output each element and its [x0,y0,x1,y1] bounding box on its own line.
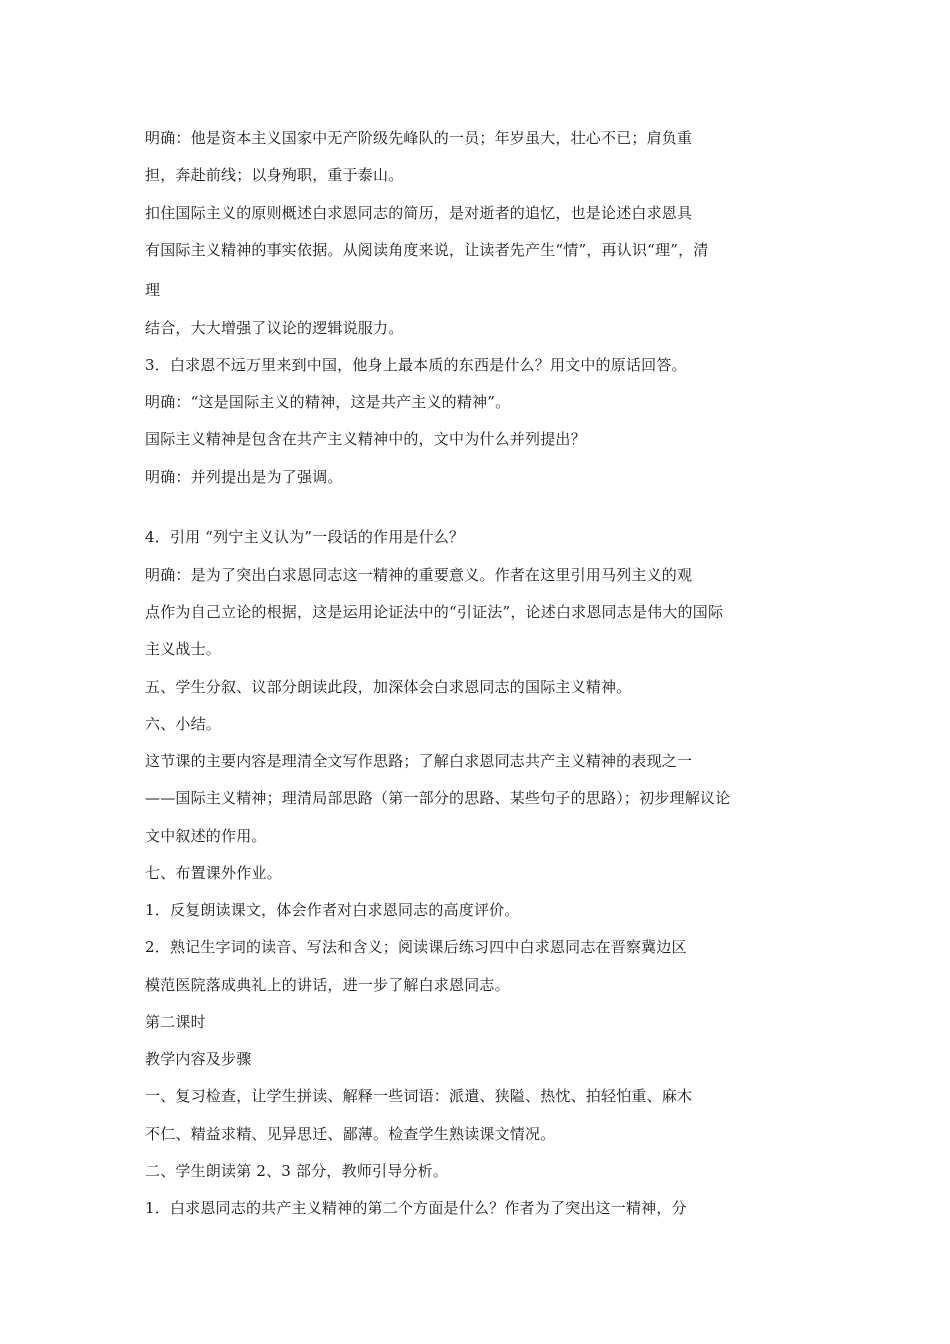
text-line: 不仁、精益求精、见异思迁、鄙薄。检查学生熟读课文情况。 [145,1125,556,1143]
text-line: 七、布置课外作业。 [145,864,282,882]
text-line: 这节课的主要内容是理清全文写作思路；了解白求恩同志共产主义精神的表现之一 [145,752,693,770]
section-heading: 第二课时 [145,1013,206,1031]
text-line: 二、学生朗读第 2、3 部分，教师引导分析。 [145,1162,449,1180]
text-line: ——国际主义精神；理清局部思路（第一部分的思路、某些句子的思路）；初步理解议论 [145,789,731,807]
text-line: 有国际主义精神的事实依据。从阅读角度来说，让读者先产生“情”，再认识“理”，清 [145,241,709,259]
text-line: 1．白求恩同志的共产主义精神的第二个方面是什么？作者为了突出这一精神，分 [145,1199,687,1217]
text-line: 理 [145,281,161,299]
text-line: 3．白求恩不远万里来到中国，他身上最本质的东西是什么？用文中的原话回答。 [145,356,687,374]
text-line: 明确：并列提出是为了强调。 [145,468,343,486]
text-line: 主义战士。 [145,640,222,658]
text-line: 1．反复朗读课文，体会作者对白求恩同志的高度评价。 [145,901,520,919]
text-line: 明确：他是资本主义国家中无产阶级先峰队的一员；年岁虽大，壮心不已；肩负重 [145,129,693,147]
text-line: 担，奔赴前线；以身殉职，重于泰山。 [145,166,404,184]
text-line: 国际主义精神是包含在共产主义精神中的，文中为什么并列提出？ [145,430,586,448]
text-line: 明确：是为了突出白求恩同志这一精神的重要意义。作者在这里引用马列主义的观 [145,566,693,584]
text-line: 结合，大大增强了议论的逻辑说服力。 [145,319,404,337]
text-line: 一、复习检查，让学生拼读、解释一些词语：派遣、狭隘、热忱、拍轻怕重、麻木 [145,1087,693,1105]
text-line: 扣住国际主义的原则概述白求恩同志的简历，是对逝者的追忆，也是论述白求恩具 [145,204,693,222]
text-line: 六、小结。 [145,715,222,733]
text-line: 教学内容及步骤 [145,1050,252,1068]
text-line: 模范医院落成典礼上的讲话，进一步了解白求恩同志。 [145,976,510,994]
text-line: 五、学生分叙、议部分朗读此段，加深体会白求恩同志的国际主义精神。 [145,678,632,696]
text-line: 2．熟记生字词的读音、写法和含义；阅读课后练习四中白求恩同志在晋察冀边区 [145,938,687,956]
text-line: 4．引用 “列宁主义认为”一段话的作用是什么？ [145,528,465,546]
text-line: 明确：“这是国际主义的精神，这是共产主义的精神”。 [145,393,511,411]
text-line: 文中叙述的作用。 [145,827,267,845]
text-line: 点作为自己立论的根据，这是运用论证法中的“引证法”，论述白求恩同志是伟大的国际 [145,603,724,621]
